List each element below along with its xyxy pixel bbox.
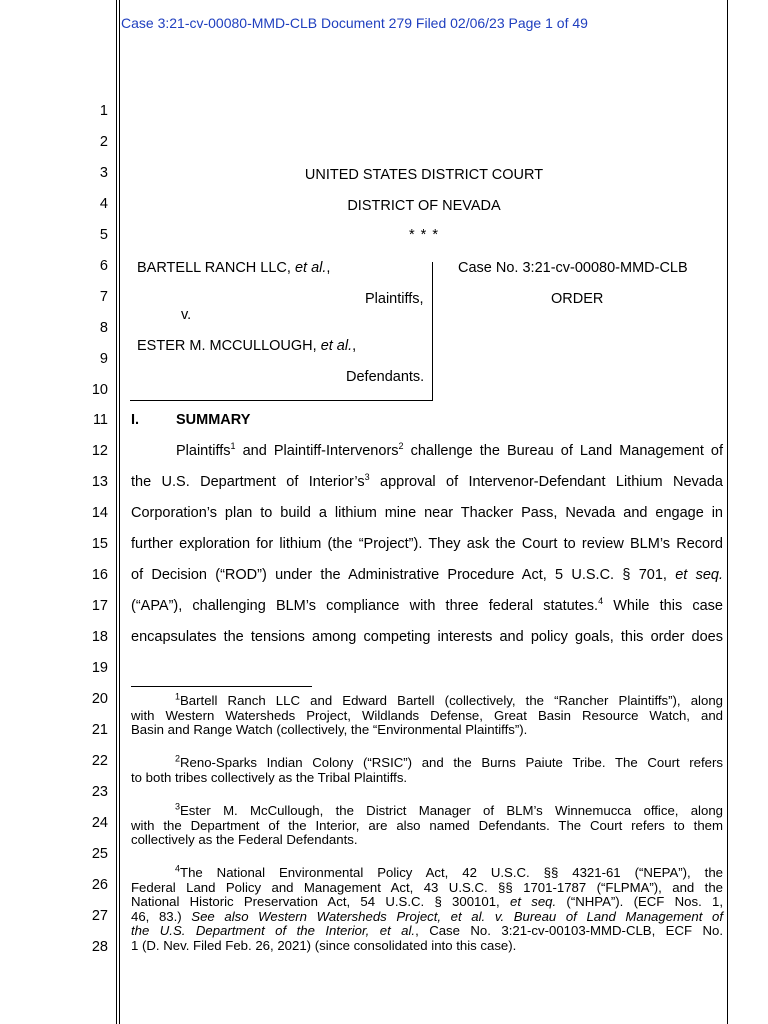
line-number: 6	[99, 258, 108, 274]
line-number: 25	[91, 846, 108, 862]
line-number: 16	[91, 567, 108, 583]
footnote-3: $^3$Ester M. McCullough, the District Manager of BLM’s Winnemucca office, along with the Department of the Interior, are also named Defendants. The Court refers to them collectively as the Federal Defendants.	[131, 801, 723, 847]
filing-header-stamp: Case 3:21-cv-00080-MMD-CLB Document 279 Filed 02/06/23 Page 1 of 49	[121, 15, 588, 31]
body-line-15: further exploration for lithium (the “Project”). They ask the Court to review BLM’s Record	[131, 536, 723, 552]
footnote-rule	[131, 686, 312, 687]
line-number: 13	[91, 474, 108, 490]
line-number: 7	[99, 289, 108, 305]
line-number: 20	[91, 691, 108, 707]
left-margin-rule-inner	[119, 0, 120, 1024]
line-number: 15	[91, 536, 108, 552]
left-margin-rule-outer	[116, 0, 117, 1024]
line-number: 2	[99, 134, 108, 150]
right-margin-rule	[727, 0, 728, 1024]
line-number: 8	[99, 320, 108, 336]
line-number: 26	[91, 877, 108, 893]
footnote-4: $^4$The National Environmental Policy Act, 42 U.S.C. §§ 4321-61 (“NEPA”), the Federal Land Policy and Management Act, 43 U.S.C. §§ 1701-1787 (“FLPMA”), and the National Historic Preservation Act, 54 U.S.C. § 300101, et seq. (“NHPA”). (ECF Nos. 1, 46, 83.) See also Western Watersheds Project, et al. v. Bureau of Land Management of the U.S. Department of the Interior, et al., Case No. 3:21-cv-00103-MMD-CLB, ECF No. 1 (D. Nev. Filed Feb. 26, 2021) (since consolidated into this case).	[131, 863, 724, 953]
section-number: I.	[131, 412, 140, 428]
line-number: 12	[91, 443, 108, 459]
line-number: 11	[92, 412, 108, 428]
line-number: 22	[91, 753, 108, 769]
line-number: 17	[91, 598, 108, 614]
footnote-1: $^1$Bartell Ranch LLC and Edward Bartell (collectively, the “Rancher Plaintiffs”), along with Western Watersheds Project, Wildlands Defense, Great Basin Resource Watch, and Basin and Range Watch (collectively, the “Environmental Plaintiffs”).	[131, 691, 723, 737]
document-type: ORDER	[551, 291, 604, 307]
line-number: 10	[91, 382, 108, 398]
plaintiff-name: BARTELL RANCH LLC, et al.,	[137, 260, 331, 276]
line-number: 21	[91, 722, 108, 738]
body-line-12: Plaintiffs$^1$ and Plaintiff-Intervenors$^2$ challenge the Bureau of Land Management of	[176, 441, 723, 459]
line-number: 24	[91, 815, 108, 831]
line-number: 27	[91, 908, 108, 924]
body-line-14: Corporation’s plan to build a lithium mine near Thacker Pass, Nevada and engage in	[131, 505, 723, 521]
body-line-17: (“APA”), challenging BLM’s compliance with three federal statutes.$^4$ While this case	[131, 596, 723, 614]
line-number: 5	[99, 227, 108, 243]
line-number: 3	[99, 165, 108, 181]
line-number: 4	[99, 196, 108, 212]
plaintiff-role: Plaintiffs,	[365, 291, 424, 307]
line-number: 9	[99, 351, 108, 367]
footnote-2: $^2$Reno-Sparks Indian Colony (“RSIC”) and the Burns Paiute Tribe. The Court refers to both tribes collectively as the Tribal Plaintiffs.	[131, 753, 723, 785]
body-line-18: encapsulates the tensions among competing interests and policy goals, this order does	[131, 629, 723, 645]
court-district: DISTRICT OF NEVADA	[347, 198, 501, 214]
line-number: 19	[91, 660, 108, 676]
line-number: 18	[91, 629, 108, 645]
section-title: SUMMARY	[176, 412, 251, 428]
court-name: UNITED STATES DISTRICT COURT	[304, 167, 544, 183]
versus: v.	[181, 307, 192, 323]
case-number: Case No. 3:21-cv-00080-MMD-CLB	[458, 260, 688, 276]
line-number: 14	[91, 505, 108, 521]
line-number: 28	[91, 939, 108, 955]
caption-separator: * * *	[409, 227, 439, 243]
line-number: 1	[99, 103, 108, 119]
body-line-16: of Decision (“ROD”) under the Administrative Procedure Act, 5 U.S.C. § 701, et seq.	[131, 567, 723, 583]
defendant-role: Defendants.	[346, 369, 425, 385]
defendant-name: ESTER M. MCCULLOUGH, et al.,	[137, 338, 357, 354]
body-line-13: the U.S. Department of $Interior’s^3$ approval of Intervenor-Defendant Lithium Nevada	[131, 472, 723, 490]
line-number: 23	[91, 784, 108, 800]
